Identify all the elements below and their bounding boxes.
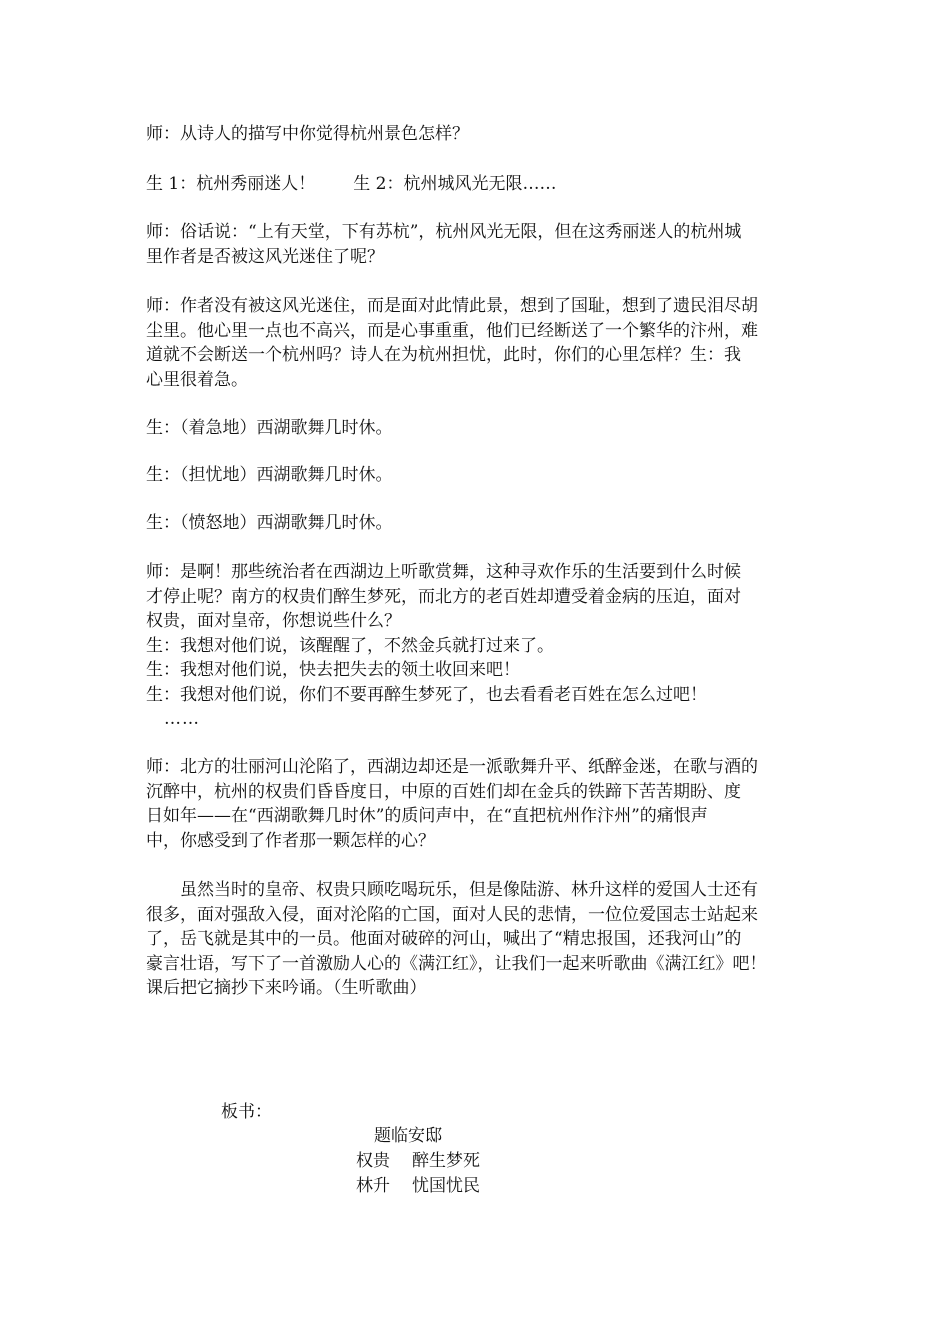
board-term: 林升 bbox=[356, 1176, 390, 1196]
student-recitation-worried: 生：（担忧地）西湖歌舞几时休。 bbox=[146, 465, 393, 485]
student-1-answer: 生 1：杭州秀丽迷人！ bbox=[146, 174, 316, 194]
ellipsis-line: …… bbox=[164, 709, 200, 729]
text-line: 虽然当时的皇帝、权贵只顾吃喝玩乐，但是像陆游、林升这样的爱国人士还有 bbox=[180, 880, 758, 900]
closing-paragraph bbox=[146, 878, 808, 1001]
board-description: 忧国忧民 bbox=[412, 1176, 480, 1196]
text-line: 师：俗话说：“上有天堂，下有苏杭”，杭州风光无限，但在这秀丽迷人的杭州城 bbox=[146, 222, 742, 242]
student-reply-line: 生：我想对他们说，你们不要再醉生梦死了，也去看看老百姓在怎么过吧！ bbox=[146, 684, 707, 705]
text-line: 了，岳飞就是其中的一员。他面对破碎的河山，喊出了“精忠报国，还我河山”的 bbox=[146, 929, 742, 949]
text-line: 里作者是否被这风光迷住了呢？ bbox=[146, 246, 384, 267]
teacher-question-1 bbox=[146, 122, 808, 147]
text-line: 师：北方的壮丽河山沦陷了，西湖边却还是一派歌舞升平、纸醉金迷，在歌与酒的 bbox=[146, 757, 758, 777]
teacher-paragraph-heart bbox=[146, 755, 808, 853]
text-line: 很多，面对强敌入侵，面对沦陷的亡国，面对人民的悲情，一位位爱国志士站起来 bbox=[146, 904, 758, 925]
teacher-paragraph-rulers bbox=[146, 560, 808, 732]
text-line: 道就不会断送一个杭州吗？诗人在为杭州担忧，此时，你们的心里怎样？生：我 bbox=[146, 345, 741, 365]
text-line: 日如年——在“西湖歌舞几时休”的质问声中，在“直把杭州作汴州”的痛恨声 bbox=[146, 806, 708, 826]
text-line: 师：作者没有被这风光迷住，而是面对此情此景，想到了国耻，想到了遗民泪尽胡 bbox=[146, 296, 758, 316]
board-label: 板书： bbox=[221, 1102, 272, 1122]
teacher-paragraph-proverb bbox=[146, 220, 808, 269]
text-line: 师：是啊！那些统治者在西湖边上听歌赏舞，这种寻欢作乐的生活要到什么时候 bbox=[146, 562, 741, 582]
teacher-paragraph-worry bbox=[146, 294, 808, 392]
text-line: 中，你感受到了作者那一颗怎样的心？ bbox=[146, 830, 435, 851]
text-line: 课后把它摘抄下来吟诵。（生听歌曲） bbox=[146, 978, 427, 998]
board-row-officials bbox=[356, 1149, 480, 1174]
text-line: 权贵，面对皇帝，你想说些什么？ bbox=[146, 611, 401, 631]
student-recitation-angry: 生：（愤怒地）西湖歌舞几时休。 bbox=[146, 513, 393, 533]
board-row-linsheng bbox=[356, 1174, 480, 1199]
board-title: 题临安邸 bbox=[374, 1126, 442, 1146]
board-description: 醉生梦死 bbox=[412, 1151, 480, 1171]
student-answers-1 bbox=[146, 172, 808, 197]
board-term: 权贵 bbox=[356, 1151, 390, 1171]
text-line: 才停止呢？南方的权贵们醉生梦死，而北方的老百姓却遭受着金病的压迫，面对 bbox=[146, 586, 741, 607]
text-line: 尘里。他心里一点也不高兴，而是心事重重，他们已经断送了一个繁华的汴州，难 bbox=[146, 320, 758, 341]
student-reply-line: 生：我想对他们说，该醒醒了，不然金兵就打过来了。 bbox=[146, 635, 554, 656]
student-2-answer: 生 2：杭州城风光无限…… bbox=[353, 174, 557, 194]
text-line: 心里很着急。 bbox=[146, 369, 248, 390]
student-reply-line: 生：我想对他们说，快去把失去的领土收回来吧！ bbox=[146, 660, 520, 680]
text-line: 沉醉中，杭州的权贵们昏昏度日，中原的百姓们却在金兵的铁蹄下苦苦期盼、度 bbox=[146, 781, 741, 802]
text-line: 师：从诗人的描写中你觉得杭州景色怎样？ bbox=[146, 124, 469, 144]
text-line: 豪言壮语，写下了一首激励人心的《满江红》，让我们一起来听歌曲《满江红》吧！ bbox=[146, 953, 767, 974]
student-recitation-anxious: 生：（着急地）西湖歌舞几时休。 bbox=[146, 418, 393, 438]
